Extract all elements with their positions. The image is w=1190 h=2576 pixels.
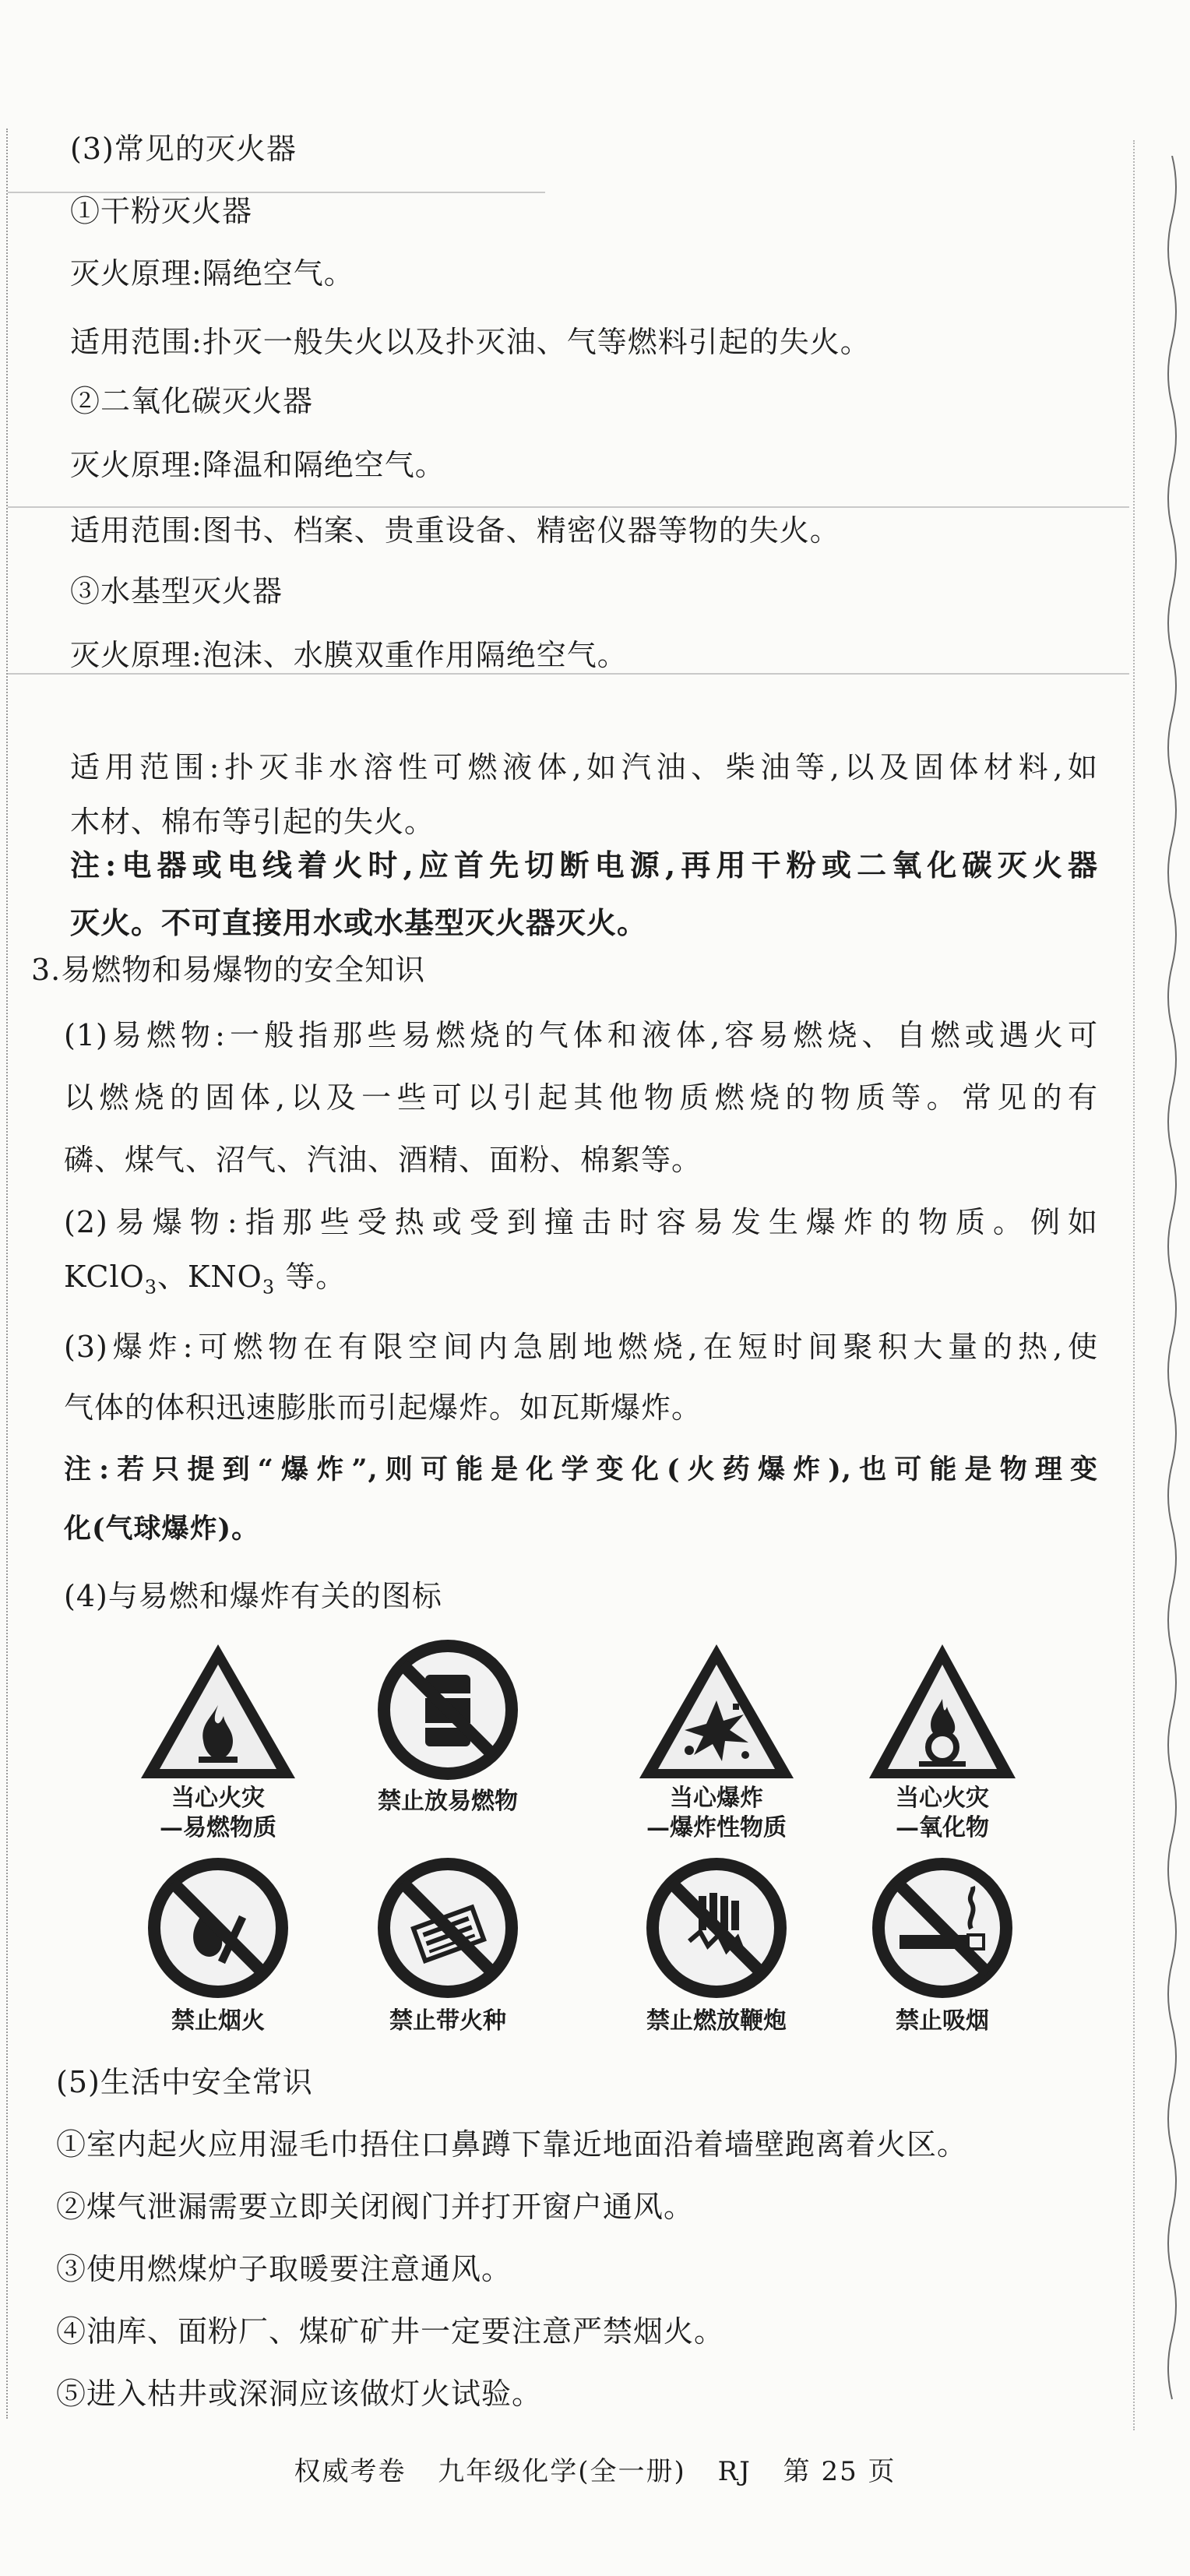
explosion-line1: (3)爆炸:可燃物在有限空间内急剧地燃烧,在短时间聚积大量的热,使 <box>64 1330 1098 1364</box>
extinguisher-note-line2: 灭火。不可直接用水或水基型灭火器灭火。 <box>70 905 648 940</box>
rule-2 <box>8 506 1129 508</box>
no-smoking-icon <box>868 1854 1016 2002</box>
flammable-warning-sign <box>117 1640 319 1843</box>
no-open-flame-sign <box>117 1854 319 2036</box>
safety-item-3: ③使用燃煤炉子取暖要注意通风。 <box>56 2252 512 2286</box>
kclo3-formula: KClO$_3$ <box>64 1260 158 1299</box>
oxidizer-warning-caption1: 当心火灾 <box>896 1785 989 1812</box>
water-title: ③水基型灭火器 <box>70 574 283 608</box>
no-flammables-caption1: 禁止放易燃物 <box>378 1788 518 1815</box>
co2-principle: 灭火原理:降温和隔绝空气。 <box>70 448 445 482</box>
footer-page-number: 第 25 页 <box>783 2456 896 2487</box>
footer-edition: RJ <box>717 2456 752 2487</box>
co2-scope: 适用范围:图书、档案、贵重设备、精密仪器等物的失火。 <box>70 513 840 548</box>
flammable-warning-icon <box>136 1640 300 1784</box>
left-binding-line <box>6 129 8 2419</box>
water-scope-line1: 适用范围:扑灭非水溶性可燃液体,如汽油、柴油等,以及固体材料,如 <box>70 750 1098 784</box>
explosion-line2: 气体的体积迅速膨胀而引起爆炸。如瓦斯爆炸。 <box>64 1390 702 1425</box>
oxidizer-warning-sign <box>841 1640 1044 1843</box>
section3-heading: 3.易燃物和易爆物的安全知识 <box>31 953 426 987</box>
explosive-examples: KClO$_3$、$KNO_3$ 等。 <box>64 1260 347 1299</box>
explosive-warning-icon <box>635 1640 798 1784</box>
oxidizer-warning-icon <box>864 1640 1020 1784</box>
explosive-warning-sign <box>615 1640 818 1843</box>
dry-powder-scope: 适用范围:扑灭一般失火以及扑灭油、气等燃料引起的失火。 <box>70 325 871 359</box>
explosive-warning-caption1: 当心爆炸 <box>670 1785 763 1812</box>
page-footer <box>0 2450 1190 2488</box>
flammable-line3: 磷、煤气、沼气、汽油、酒精、面粉、棉絮等。 <box>64 1143 702 1177</box>
explosion-note-line1: 注:若只提到“爆炸”,则可能是化学变化(火药爆炸),也可能是物理变 <box>64 1454 1098 1485</box>
water-principle: 灭火原理:泡沫、水膜双重作用隔绝空气。 <box>70 638 628 672</box>
no-open-flame-icon <box>144 1854 292 2002</box>
no-fireworks-icon <box>643 1854 790 2002</box>
co2-title: ②二氧化碳灭火器 <box>70 384 314 418</box>
no-smoking-caption1: 禁止吸烟 <box>896 2007 989 2035</box>
extinguishers-heading: (3)常见的灭火器 <box>70 132 297 166</box>
safety-heading: (5)生活中安全常识 <box>56 2065 313 2099</box>
dry-powder-title: ①干粉灭火器 <box>70 194 253 228</box>
explosion-note-line2: 化(气球爆炸)。 <box>64 1513 260 1545</box>
water-scope-line2: 木材、棉布等引起的失火。 <box>70 805 435 839</box>
flammable-line2: 以燃烧的固体,以及一些可以引起其他物质燃烧的物质等。常见的有 <box>64 1080 1098 1115</box>
right-binding-line <box>1133 140 1135 2430</box>
safety-item-4: ④油库、面粉厂、煤矿矿井一定要注意严禁烟火。 <box>56 2314 725 2349</box>
footer-book-title: 权威考卷 <box>294 2456 407 2487</box>
flammable-warning-caption1: 当心火灾 <box>171 1785 265 1812</box>
icons-heading: (4)与易燃和爆炸有关的图标 <box>64 1579 442 1613</box>
explosive-warning-caption2: —爆炸性物质 <box>646 1814 787 1841</box>
no-matches-caption1: 禁止带火种 <box>389 2007 506 2035</box>
flammable-warning-caption2: —易燃物质 <box>160 1814 276 1841</box>
safety-item-2: ②煤气泄漏需要立即关闭阀门并打开窗户通风。 <box>56 2190 695 2224</box>
no-fireworks-sign <box>615 1854 818 2036</box>
no-fireworks-caption1: 禁止燃放鞭炮 <box>646 2007 787 2035</box>
extinguisher-note-line1: 注:电器或电线着火时,应首先切断电源,再用干粉或二氧化碳灭火器 <box>70 848 1098 883</box>
no-matches-icon <box>374 1854 522 2002</box>
footer-subject: 九年级化学(全一册) <box>438 2456 686 2487</box>
no-smoking-sign <box>841 1854 1044 2036</box>
explosive-line1: (2)易爆物:指那些受热或受到撞击时容易发生爆炸的物质。例如 <box>64 1205 1098 1239</box>
flammable-line1: (1)易燃物:一般指那些易燃烧的气体和液体,容易燃烧、自燃或遇火可 <box>64 1018 1098 1052</box>
tear-edge <box>1157 156 1188 2415</box>
no-open-flame-caption1: 禁止烟火 <box>171 2007 265 2035</box>
oxidizer-warning-caption2: —氧化物 <box>896 1814 989 1841</box>
safety-item-1: ①室内起火应用湿毛巾捂住口鼻蹲下靠近地面沿着墙壁跑离着火区。 <box>56 2127 968 2162</box>
no-flammables-icon <box>374 1636 522 1784</box>
no-matches-sign <box>347 1854 549 2036</box>
dry-powder-principle: 灭火原理:隔绝空气。 <box>70 256 354 291</box>
safety-item-5: ⑤进入枯井或深洞应该做灯火试验。 <box>56 2377 543 2411</box>
no-flammables-sign <box>347 1636 549 1817</box>
